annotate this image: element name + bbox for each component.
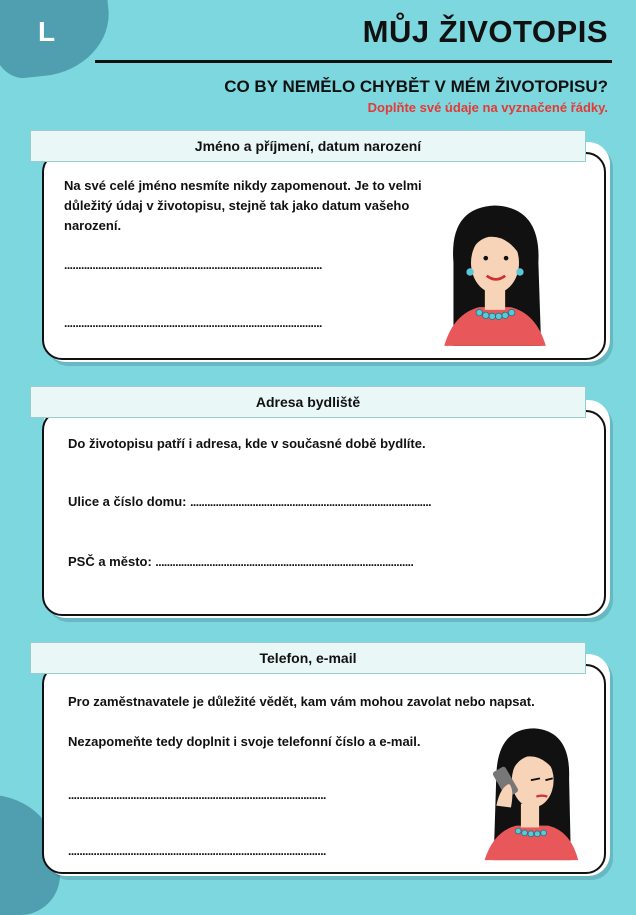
section-contact: [30, 642, 610, 882]
section-text-2: Nezapomeňte tedy doplnit i svoje telefonní číslo a e-mail.: [68, 734, 421, 749]
level-badge: L: [38, 16, 56, 47]
birthdate-input-line[interactable]: ...........................................................................................: [64, 316, 322, 330]
phone-input-line[interactable]: ...........................................................................................: [68, 788, 326, 802]
page-title: MŮJ ŽIVOTOPIS: [362, 14, 608, 49]
woman-phone-icon: [480, 722, 580, 862]
city-label-text: PSČ a město:: [68, 554, 156, 569]
city-label: [68, 552, 598, 572]
street-label: [68, 492, 588, 512]
instruction-text: Doplňte své údaje na vyznačené řádky.: [367, 100, 608, 115]
section-header: Jméno a příjmení, datum narození: [30, 130, 586, 162]
street-label-text: Ulice a číslo domu:: [68, 494, 191, 509]
woman-portrait-icon: [435, 192, 555, 352]
section-card: [42, 410, 606, 616]
section-text: Do životopisu patří i adresa, kde v současné době bydlíte.: [68, 436, 426, 451]
corner-blob-top-left: [0, 0, 115, 81]
name-input-line[interactable]: ...........................................................................................: [64, 258, 322, 272]
title-underline: [95, 60, 612, 63]
section-header: Adresa bydliště: [30, 386, 586, 418]
section-address: [30, 386, 610, 626]
city-input-line[interactable]: ...........................................................................................: [155, 555, 414, 569]
section-text: Na své celé jméno nesmíte nikdy zapomenout. Je to velmi důležitý údaj v životopisu, stejně tak jako datum vašeho narození.: [64, 178, 422, 233]
section-text: Pro zaměstnavatele je důležité vědět, kam vám mohou zavolat nebo napsat.: [68, 694, 535, 709]
email-input-line[interactable]: ...........................................................................................: [68, 844, 326, 858]
street-input-line[interactable]: .....................................................................................: [190, 495, 431, 509]
page-subtitle: CO BY NEMĚLO CHYBĚT V MÉM ŽIVOTOPISU?: [224, 77, 608, 96]
section-header: Telefon, e-mail: [30, 642, 586, 674]
section-name-birthdate: [30, 130, 610, 370]
